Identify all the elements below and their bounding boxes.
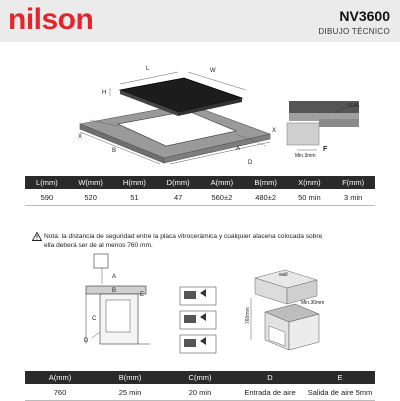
header-bar xyxy=(0,0,400,42)
table-header-row xyxy=(25,371,375,384)
label-H: H xyxy=(102,90,107,96)
table-header-cell: A(mm) xyxy=(200,176,244,189)
cabinet-installation-diagram xyxy=(80,252,170,354)
table-header-cell: W(mm) xyxy=(69,176,113,189)
label-F: F xyxy=(323,146,328,153)
table-cell: 47 xyxy=(156,189,200,206)
table-header-cell: B(mm) xyxy=(95,371,165,384)
table-row xyxy=(25,384,375,401)
table-cell: 590 xyxy=(25,189,69,206)
label-cab-E: E xyxy=(140,292,145,298)
label-X-right: X xyxy=(272,128,277,134)
table-header-cell: L(mm) xyxy=(25,176,69,189)
label-A: A xyxy=(236,146,241,152)
table-cell: 3 min xyxy=(331,189,375,206)
label-D: D xyxy=(248,160,253,166)
table-cell: 480±2 xyxy=(244,189,288,206)
seal-detail-diagram xyxy=(285,93,365,163)
page-subtitle: DIBUJO TÉCNICO xyxy=(318,27,390,36)
table-header-cell: X(mm) xyxy=(288,176,332,189)
table-cell: 560±2 xyxy=(200,189,244,206)
label-B: B xyxy=(112,148,117,154)
label-seal: SEAL xyxy=(347,103,360,109)
table-header-cell: C(mm) xyxy=(165,371,235,384)
label-cab-C: C xyxy=(92,316,97,322)
table-cell: 20 min xyxy=(165,384,235,401)
label-L: L xyxy=(146,66,150,72)
table-cell: Entrada de aire xyxy=(235,384,305,401)
label-min3mm: Min.3mm xyxy=(295,153,316,159)
airflow-detail-diagrams xyxy=(178,285,220,357)
note-line-2: ella deberá ser de al menos 760 mm. xyxy=(44,242,153,249)
label-wall: wall xyxy=(279,272,288,278)
label-X-left: X xyxy=(78,134,83,140)
warning-icon xyxy=(32,232,42,241)
table-cell: Salida de aire 5mm xyxy=(305,384,375,401)
table-header-cell: F(mm) xyxy=(331,176,375,189)
note-line-1: Nota: la distancia de seguridad entre la placa vitrocerámica y cualquier alacena colocada sobre xyxy=(44,233,323,240)
table-header-cell: A(mm) xyxy=(25,371,95,384)
table-cell: 760 xyxy=(25,384,95,401)
label-760mm: 760mm xyxy=(245,307,251,324)
cabinet-spacing-table xyxy=(25,371,375,401)
table-cell: 520 xyxy=(69,189,113,206)
brand-logo: nilson xyxy=(8,3,94,36)
table-header-cell: D xyxy=(235,371,305,384)
table-row xyxy=(25,189,375,206)
wall-oven-diagram xyxy=(245,268,335,358)
label-W: W xyxy=(210,68,216,74)
table-cell: 50 min xyxy=(288,189,332,206)
label-cab-B: B xyxy=(112,288,117,294)
cooktop-dimensions-table xyxy=(25,176,375,206)
model-title: NV3600 xyxy=(339,8,390,24)
table-cell: 25 min xyxy=(95,384,165,401)
label-cab-A: A xyxy=(112,274,117,280)
table-header-row xyxy=(25,176,375,189)
table-header-cell: H(mm) xyxy=(113,176,157,189)
table-header-cell: B(mm) xyxy=(244,176,288,189)
table-cell: 51 xyxy=(113,189,157,206)
table-header-cell: E xyxy=(305,371,375,384)
safety-note xyxy=(44,232,379,250)
table-header-cell: D(mm) xyxy=(156,176,200,189)
cooktop-cutout-diagram xyxy=(60,60,280,168)
label-cab-D: D xyxy=(84,338,89,344)
label-min30mm: Min.30mm xyxy=(301,300,325,306)
